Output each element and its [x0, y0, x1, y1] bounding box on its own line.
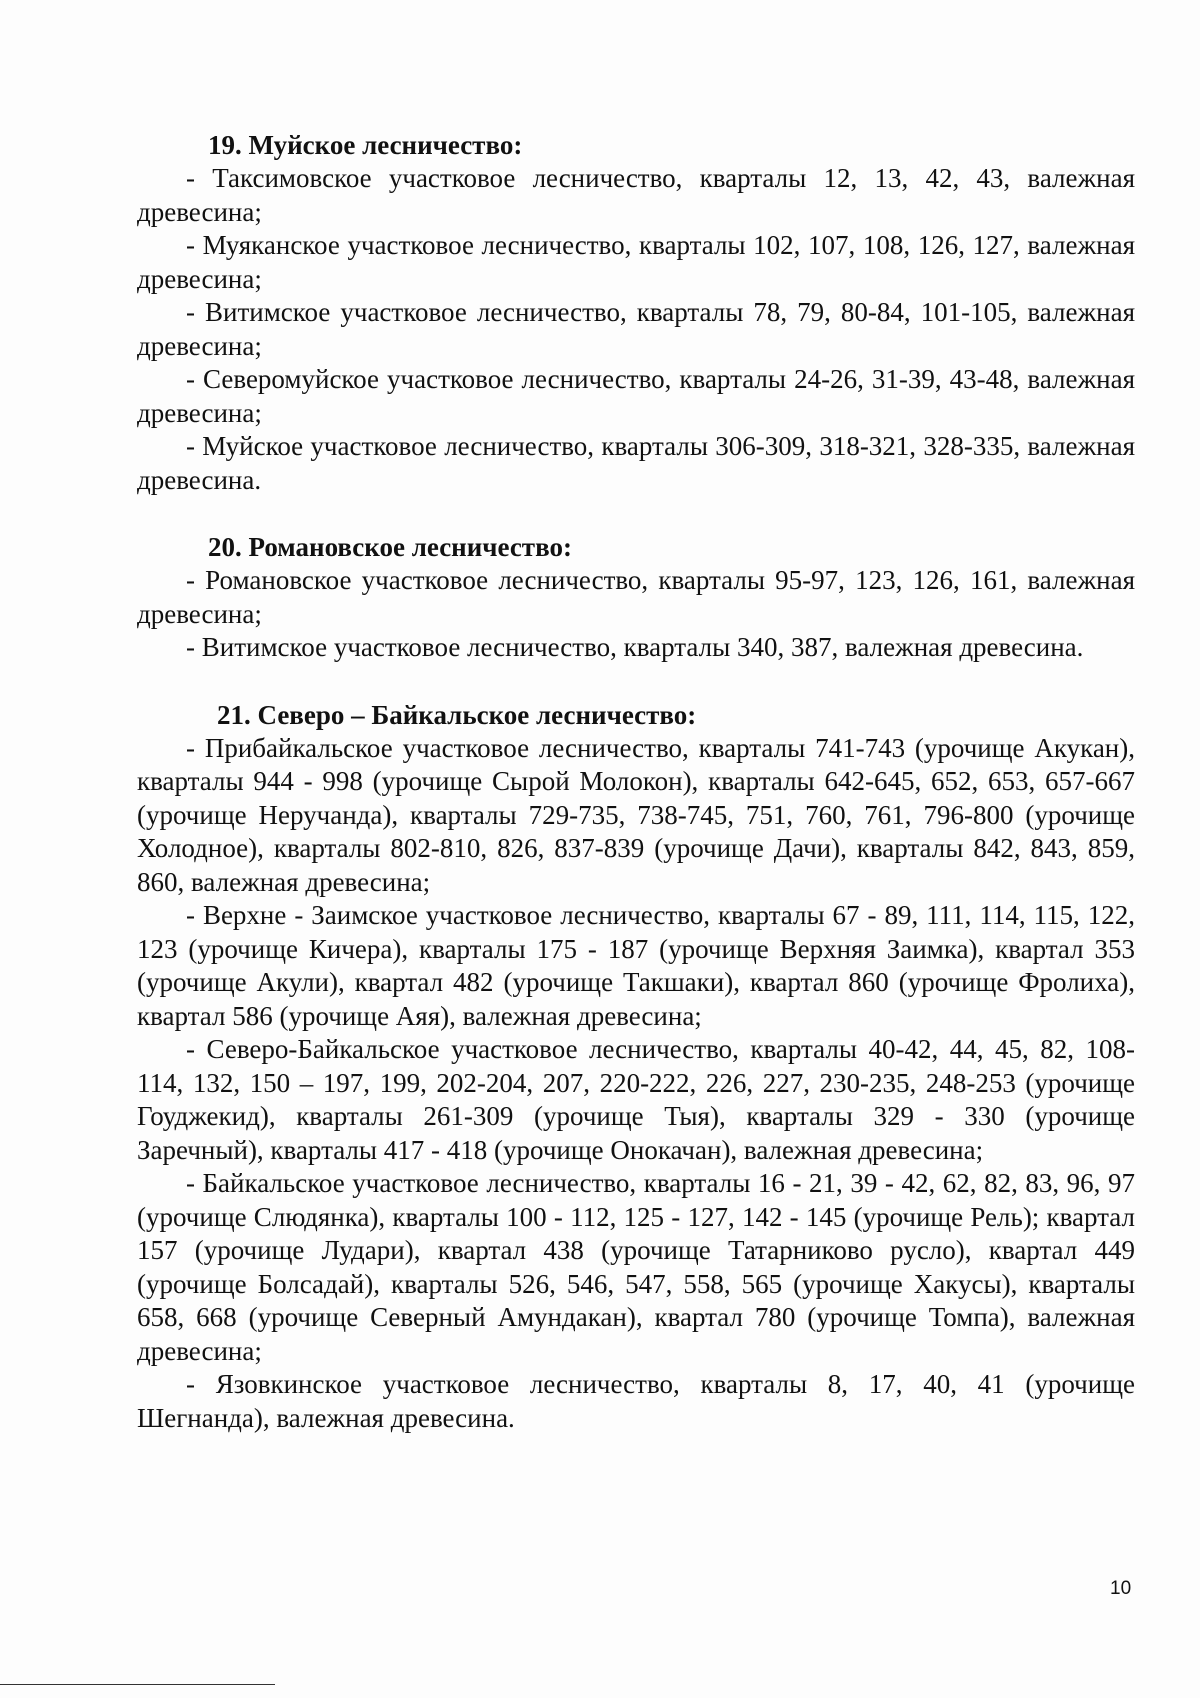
- section-heading: 20. Романовское лесничество:: [208, 532, 572, 562]
- list-item: - Северо-Байкальское участковое лесничество, кварталы 40-42, 44, 45, 82, 108-114, 132, 150 – 197, 199, 202-204, 207, 220-222, 226, 227, 230-235, 248-253 (урочище Гоуджекид), кварталы 261-309 (урочище Тыя), кварталы 329 - 330 (урочище Заречный), кварталы 417 - 418 (урочище Онокачан), валежная древесина;: [137, 1034, 1135, 1165]
- section-20: [137, 530, 1135, 665]
- list-item: - Романовское участковое лесничество, кварталы 95-97, 123, 126, 161, валежная древесина;: [137, 565, 1135, 629]
- list-item: - Муйское участковое лесничество, кварталы 306-309, 318-321, 328-335, валежная древесина.: [137, 431, 1135, 495]
- section-heading: 19. Муйское лесничество:: [208, 130, 523, 160]
- list-item: - Прибайкальское участковое лесничество, кварталы 741-743 (урочище Акукан), кварталы 944 - 998 (урочище Сырой Молокон), кварталы 642-645, 652, 653, 657-667 (урочище Неручанда), кварталы 729-735, 738-745, 751, 760, 761, 796-800 (урочище Холодное), кварталы 802-810, 826, 837-839 (урочище Дачи), кварталы 842, 843, 859, 860, валежная древесина;: [137, 732, 1135, 897]
- list-item: - Муяканское участковое лесничество, кварталы 102, 107, 108, 126, 127, валежная древесина;: [137, 230, 1135, 294]
- section-heading: 21. Северо – Байкальское лесничество:: [217, 699, 697, 730]
- section-21: [137, 698, 1135, 1436]
- list-item: - Язовкинское участковое лесничество, кварталы 8, 17, 40, 41 (урочище Шегнанда), валежная древесина.: [137, 1369, 1135, 1433]
- section-19: [137, 128, 1135, 497]
- list-item: - Витимское участковое лесничество, кварталы 340, 387, валежная древесина.: [186, 632, 1084, 662]
- page-number: 10: [1110, 1578, 1132, 1599]
- list-item: - Таксимовское участковое лесничество, кварталы 12, 13, 42, 43, валежная древесина;: [137, 163, 1135, 227]
- list-item: - Витимское участковое лесничество, кварталы 78, 79, 80-84, 101-105, валежная древесина;: [137, 297, 1135, 361]
- list-item: - Северомуйское участковое лесничество, кварталы 24-26, 31-39, 43-48, валежная древесина;: [137, 364, 1135, 428]
- list-item: - Байкальское участковое лесничество, кварталы 16 - 21, 39 - 42, 62, 82, 83, 96, 97 (урочище Слюдянка), кварталы 100 - 112, 125 - 127, 142 - 145 (урочище Рель); квартал 157 (урочище Лудари), квартал 438 (урочище Татарниково русло), квартал 449 (урочище Болсадай), кварталы 526, 546, 547, 558, 565 (урочище Хакусы), кварталы 658, 668 (урочище Северный Амундакан), квартал 780 (урочище Томпа), валежная древесина;: [137, 1168, 1135, 1366]
- document-body: [137, 128, 1135, 1435]
- list-item: - Верхне - Заимское участковое лесничество, кварталы 67 - 89, 111, 114, 115, 122, 123 (урочище Кичера), кварталы 175 - 187 (урочище Верхняя Заимка), квартал 353 (урочище Акули), квартал 482 (урочище Такшаки), квартал 860 (урочище Фролиха), квартал 586 (урочище Аяя), валежная древесина;: [137, 900, 1135, 1031]
- footer-divider: [0, 1684, 275, 1685]
